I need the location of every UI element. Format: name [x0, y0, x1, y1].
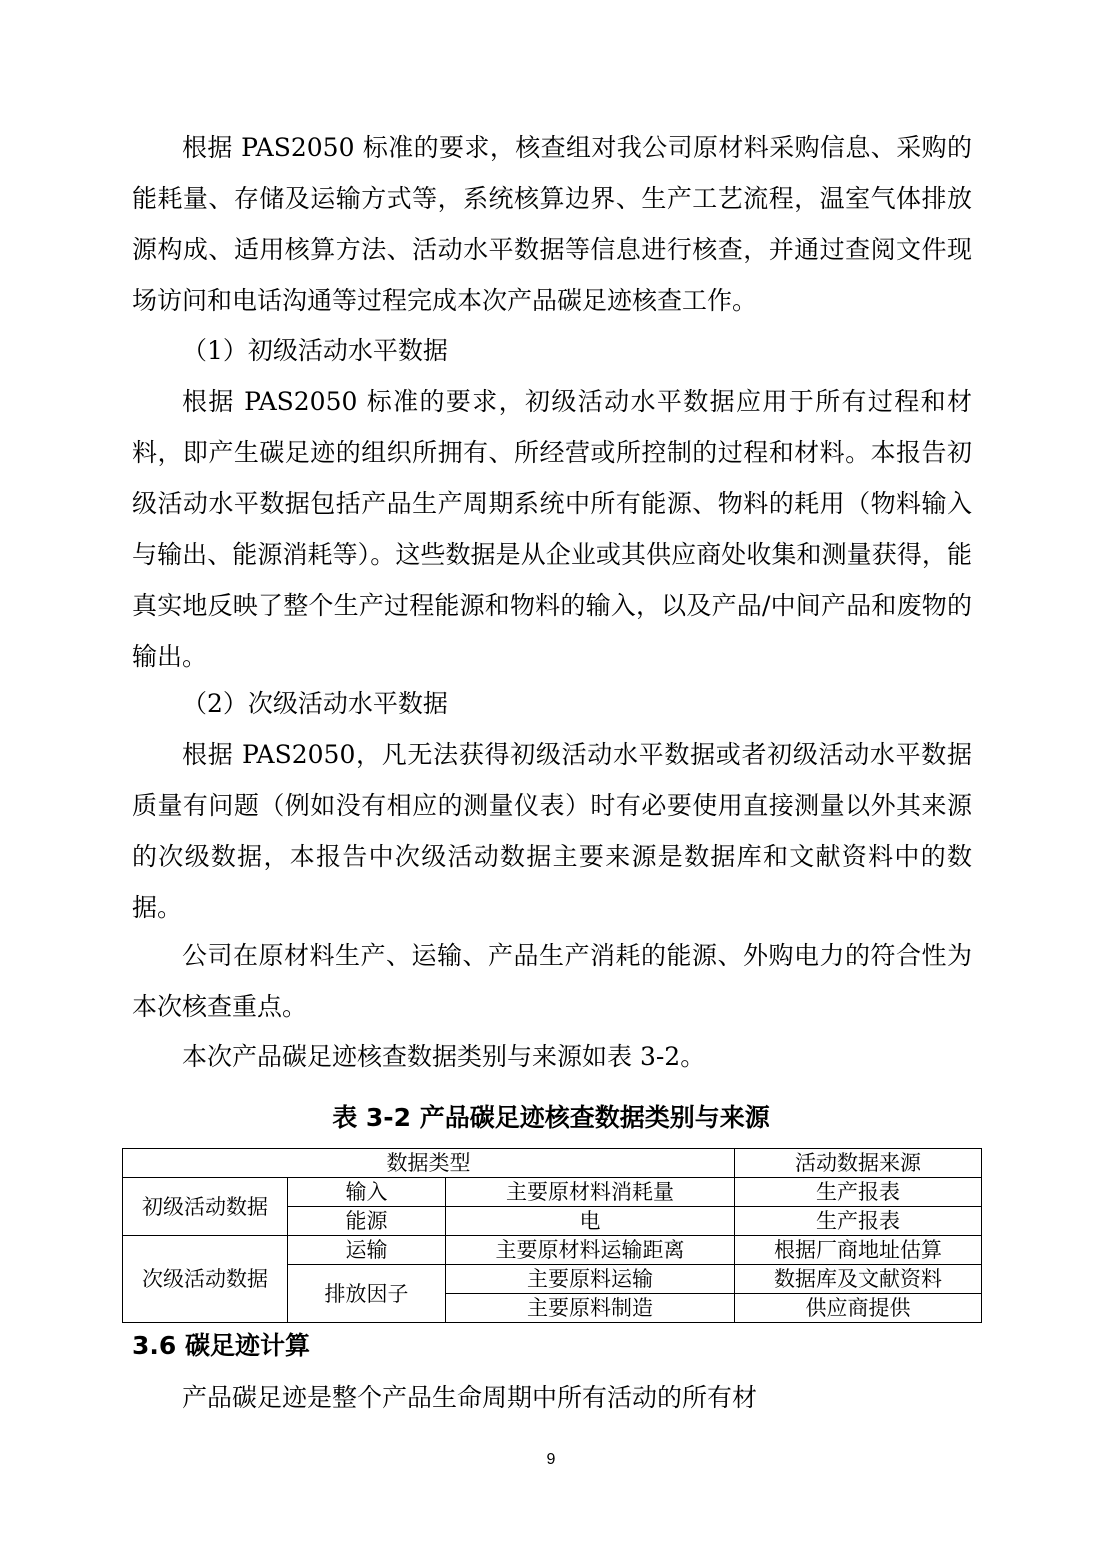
header-data-type: 数据类型 — [123, 1149, 735, 1178]
subheading-primary-data: （1）初级活动水平数据 — [182, 336, 448, 365]
cell-emission-factor: 排放因子 — [288, 1265, 446, 1323]
cell-source: 生产报表 — [735, 1178, 982, 1207]
cell-item: 主要原料运输 — [446, 1265, 735, 1294]
cell-sub: 运输 — [288, 1236, 446, 1265]
page-number: 9 — [546, 1451, 556, 1468]
cell-source: 供应商提供 — [735, 1294, 982, 1323]
paragraph-primary-data: 根据 PAS2050 标准的要求，初级活动水平数据应用于所有过程和材料，即产生碳足迹的组织所拥有、所经营或所控制的过程和材料。本报告初级活动水平数据包括产品生产周期系统中所有能源、物料的耗用（物料输入与输出、能源消耗等）。这些数据是从企业或其供应商处收集和测量获得，能真实地反映了整个生产过程能源和物料的输入，以及产品/中间产品和废物的输出。 — [132, 387, 972, 671]
table-row — [123, 1236, 982, 1265]
paragraph-footprint-intro: 产品碳足迹是整个产品生命周期中所有活动的所有材 — [182, 1383, 758, 1412]
cell-sub: 输入 — [288, 1178, 446, 1207]
paragraph-table-reference: 本次产品碳足迹核查数据类别与来源如表 3-2。 — [182, 1042, 706, 1071]
group-primary: 初级活动数据 — [123, 1178, 288, 1236]
table-caption: 表 3-2 产品碳足迹核查数据类别与来源 — [332, 1103, 770, 1132]
table-header-row — [123, 1149, 982, 1178]
table-row — [123, 1178, 982, 1207]
cell-source: 生产报表 — [735, 1207, 982, 1236]
subheading-secondary-data: （2）次级活动水平数据 — [182, 689, 448, 718]
cell-item: 主要原材料运输距离 — [446, 1236, 735, 1265]
cell-source: 根据厂商地址估算 — [735, 1236, 982, 1265]
cell-source: 数据库及文献资料 — [735, 1265, 982, 1294]
data-category-table — [122, 1148, 982, 1323]
paragraph-secondary-data: 根据 PAS2050，凡无法获得初级活动水平数据或者初级活动水平数据质量有问题（例如没有相应的测量仪表）时有必要使用直接测量以外其来源的次级数据，本报告中次级活动数据主要来源是数据库和文献资料中的数据。 — [132, 740, 972, 922]
cell-item: 主要原料制造 — [446, 1294, 735, 1323]
paragraph-verification-scope: 根据 PAS2050 标准的要求，核查组对我公司原材料采购信息、采购的能耗量、存储及运输方式等，系统核算边界、生产工艺流程，温室气体排放源构成、适用核算方法、活动水平数据等信息进行核查，并通过查阅文件现场访问和电话沟通等过程完成本次产品碳足迹核查工作。 — [132, 133, 972, 315]
cell-item: 主要原材料消耗量 — [446, 1178, 735, 1207]
section-title: 3.6 碳足迹计算 — [132, 1331, 310, 1360]
paragraph-verification-focus: 公司在原材料生产、运输、产品生产消耗的能源、外购电力的符合性为本次核查重点。 — [132, 941, 972, 1021]
header-data-source: 活动数据来源 — [735, 1149, 982, 1178]
cell-sub: 能源 — [288, 1207, 446, 1236]
group-secondary: 次级活动数据 — [123, 1236, 288, 1323]
cell-item: 电 — [446, 1207, 735, 1236]
